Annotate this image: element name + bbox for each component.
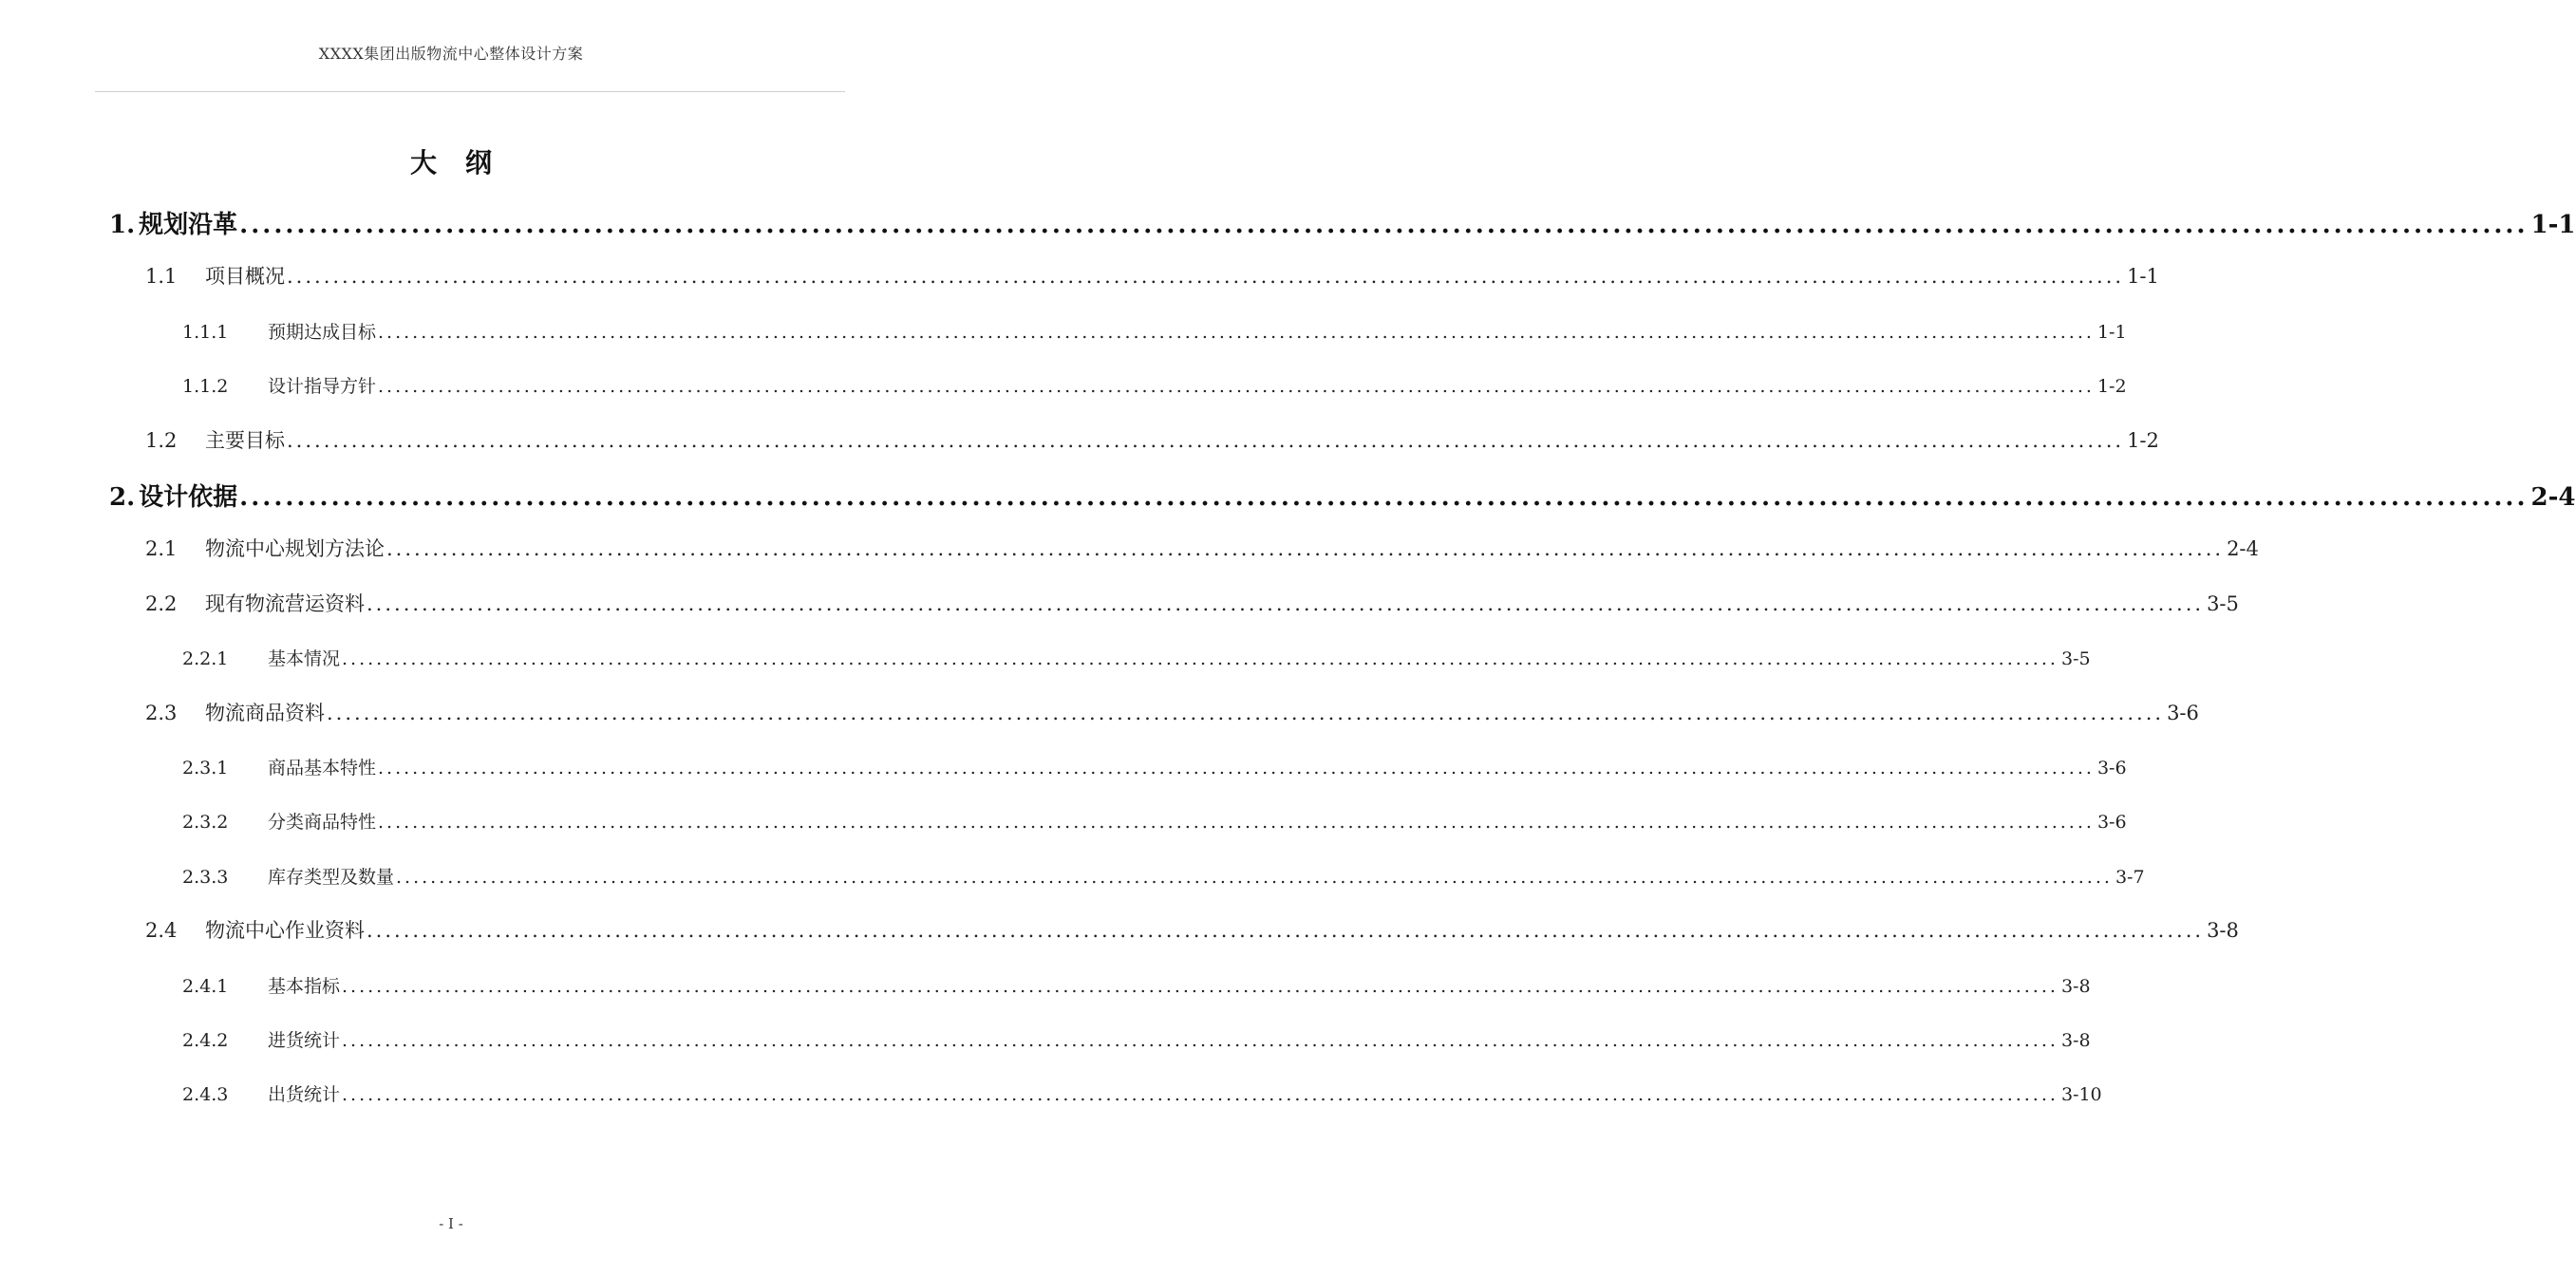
toc-entry-level-2[interactable] xyxy=(145,915,2239,944)
toc-entry-level-1[interactable] xyxy=(109,478,2576,513)
toc-dot-leader: ........................................................................................................................................................................................................ xyxy=(378,321,2095,343)
toc-entry-level-2[interactable] xyxy=(145,698,2199,726)
toc-entry-page: 1-2 xyxy=(2127,428,2159,452)
toc-entry-page: 3-8 xyxy=(2060,1030,2091,1051)
toc-entry-level-1[interactable] xyxy=(109,205,2576,240)
toc-dot-leader: ........................................................................................................................................................................................................ xyxy=(342,1084,2059,1106)
toc-entry-title: 主要目标 xyxy=(205,428,285,452)
page-number: - I - xyxy=(439,1215,463,1232)
toc-entry-page: 3-7 xyxy=(2115,866,2145,888)
toc-entry-level-2[interactable] xyxy=(145,425,2159,454)
toc-entry-level-3[interactable] xyxy=(182,754,2127,779)
toc-entry-number: 2.4.2 xyxy=(182,1030,229,1051)
toc-dot-leader: ........................................................................................................................................................................................................ xyxy=(342,975,2059,997)
toc-entry-level-3[interactable] xyxy=(182,808,2127,834)
toc-entry-number: 2.3.1 xyxy=(182,758,229,779)
toc-entry-level-2[interactable] xyxy=(145,534,2259,562)
toc-entry-number: 1.1.2 xyxy=(182,376,229,398)
toc-entry-title: 预期达成目标 xyxy=(268,321,377,343)
toc-entry-page: 1-2 xyxy=(2097,376,2127,398)
toc-dot-leader: ........................................................................................................................................................................................................ xyxy=(378,812,2095,834)
toc-entry-page: 3-10 xyxy=(2060,1084,2102,1106)
toc-entry-title: 现有物流营运资料 xyxy=(205,591,365,615)
toc-entry-title: 分类商品特性 xyxy=(268,812,377,834)
toc-entry-title: 出货统计 xyxy=(268,1084,341,1106)
toc-dot-leader: ........................................................................................................................................................................................................ xyxy=(287,265,2125,289)
toc-entry-level-3[interactable] xyxy=(182,1080,2102,1106)
toc-entry-page: 2-4 xyxy=(2227,537,2259,561)
toc-entry-number: 1.2 xyxy=(145,428,178,452)
toc-entry-number: 2.3.3 xyxy=(182,866,229,888)
toc-entry-level-3[interactable] xyxy=(182,1026,2091,1052)
toc-dot-leader: ........................................................................................................................................................................................................ xyxy=(239,483,2529,512)
toc-entry-number: 2.2 xyxy=(145,591,178,615)
toc-entry-page: 3-5 xyxy=(2060,648,2091,670)
toc-entry-number: 2.4.3 xyxy=(182,1084,229,1106)
toc-entry-title: 库存类型及数量 xyxy=(268,866,395,888)
toc-entry-page: 1-1 xyxy=(2097,321,2127,343)
toc-entry-title: 物流中心作业资料 xyxy=(205,919,365,943)
toc-entry-title: 项目概况 xyxy=(205,265,285,289)
header-divider xyxy=(95,91,845,92)
toc-entry-level-3[interactable] xyxy=(182,972,2091,998)
toc-entry-page: 1-1 xyxy=(2530,211,2576,239)
toc-entry-title: 基本指标 xyxy=(268,975,341,997)
toc-entry-number: 2.4 xyxy=(145,919,178,943)
toc-entry-title: 进货统计 xyxy=(268,1030,341,1051)
page-header: XXXX集团出版物流中心整体设计方案 xyxy=(318,45,584,63)
toc-entry-page: 3-8 xyxy=(2207,919,2239,943)
toc-entry-number: 2.3 xyxy=(145,701,178,724)
toc-entry-title: 物流中心规划方法论 xyxy=(205,537,385,561)
toc-dot-leader: ........................................................................................................................................................................................................ xyxy=(367,591,2205,615)
toc-entry-page: 3-6 xyxy=(2097,758,2127,779)
toc-entry-title: 商品基本特性 xyxy=(268,758,377,779)
toc-entry-title: 设计依据 xyxy=(139,483,238,512)
toc-entry-title: 基本情况 xyxy=(268,648,341,670)
toc-entry-number: 2.4.1 xyxy=(182,975,229,997)
toc-dot-leader: ........................................................................................................................................................................................................ xyxy=(342,648,2059,670)
toc-entry-page: 3-8 xyxy=(2060,975,2091,997)
toc-entry-page: 3-5 xyxy=(2207,591,2239,615)
toc-entry-number: 2.1 xyxy=(145,537,178,561)
toc-entry-page: 1-1 xyxy=(2127,265,2159,289)
toc-entry-number: 2. xyxy=(109,483,136,512)
toc-dot-leader: ........................................................................................................................................................................................................ xyxy=(386,537,2225,561)
toc-entry-title: 设计指导方针 xyxy=(268,376,377,398)
toc-entry-page: 3-6 xyxy=(2097,812,2127,834)
toc-dot-leader: ........................................................................................................................................................................................................ xyxy=(367,919,2205,943)
toc-dot-leader: ........................................................................................................................................................................................................ xyxy=(378,376,2095,398)
toc-entry-page: 2-4 xyxy=(2530,483,2576,512)
toc-entry-number: 2.3.2 xyxy=(182,812,229,834)
toc-entry-level-3[interactable] xyxy=(182,318,2127,344)
toc-entry-title: 规划沿革 xyxy=(139,211,238,239)
toc-dot-leader: ........................................................................................................................................................................................................ xyxy=(287,428,2125,452)
toc-entry-number: 2.2.1 xyxy=(182,648,229,670)
toc-entry-number: 1. xyxy=(109,211,136,239)
toc-entry-level-3[interactable] xyxy=(182,372,2127,398)
toc-entry-level-3[interactable] xyxy=(182,863,2145,889)
toc-entry-level-2[interactable] xyxy=(145,589,2239,617)
toc-entry-level-3[interactable] xyxy=(182,645,2091,670)
toc-dot-leader: ........................................................................................................................................................................................................ xyxy=(378,758,2095,779)
toc-entry-page: 3-6 xyxy=(2167,701,2199,724)
toc-entry-number: 1.1.1 xyxy=(182,321,229,343)
toc-dot-leader: ........................................................................................................................................................................................................ xyxy=(396,866,2113,888)
toc-dot-leader: ........................................................................................................................................................................................................ xyxy=(342,1030,2059,1051)
toc-entry-title: 物流商品资料 xyxy=(205,701,325,724)
toc-dot-leader: ........................................................................................................................................................................................................ xyxy=(239,211,2529,239)
toc-entry-number: 1.1 xyxy=(145,265,178,289)
toc-title: 大纲 xyxy=(409,147,520,178)
toc-entry-level-2[interactable] xyxy=(145,261,2159,290)
toc-dot-leader: ........................................................................................................................................................................................................ xyxy=(327,701,2165,724)
